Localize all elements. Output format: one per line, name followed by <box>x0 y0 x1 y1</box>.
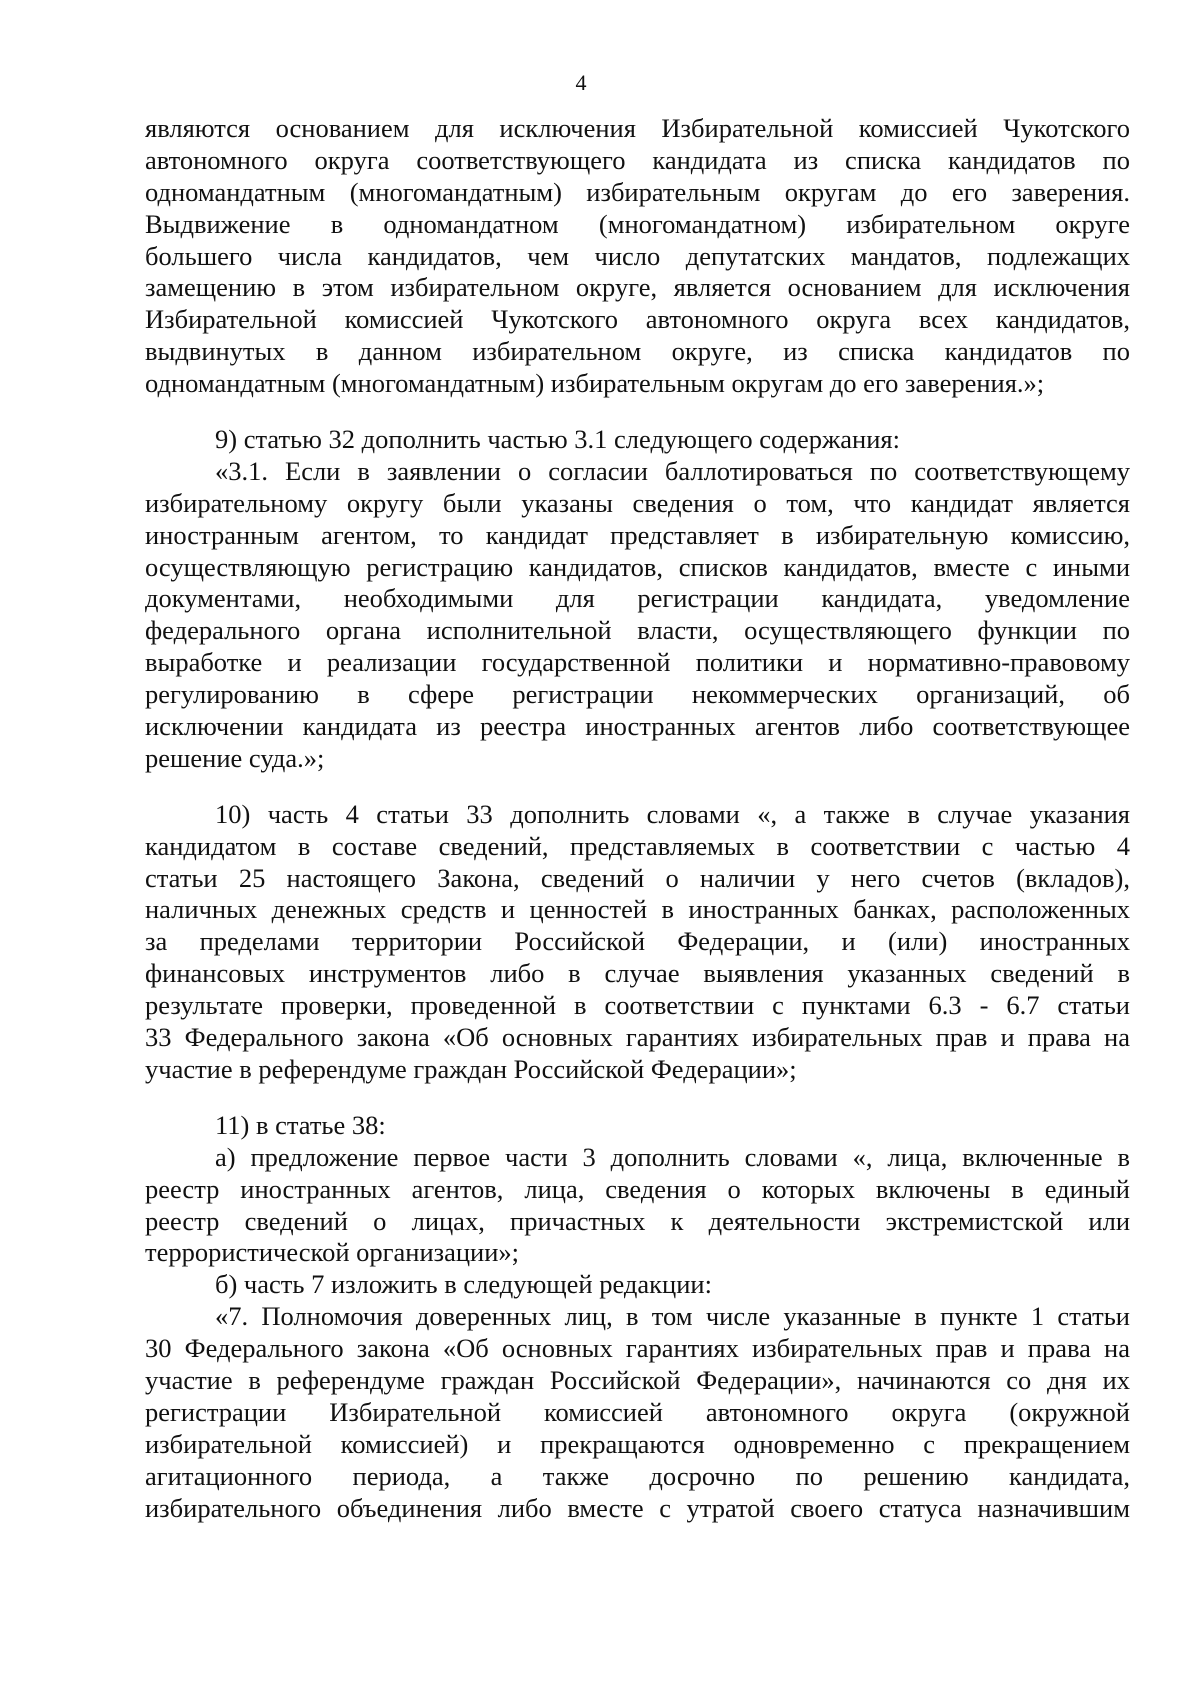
document-body <box>145 113 1130 1524</box>
text-line: являются основанием для исключения Избирательной комиссией Чукотского <box>145 113 1130 143</box>
text-line: 10) часть 4 статьи 33 дополнить словами «, а также в случае указания <box>215 798 1130 829</box>
text-line: регистрации Избирательной комиссией автономного округа (окружной <box>145 1396 1130 1427</box>
text-line: иностранным агентом, то кандидат представляет в избирательную комиссию, <box>145 519 1130 550</box>
text-line: наличных денежных средств и ценностей в иностранных банках, расположенных <box>145 894 1130 925</box>
text-line: большего числа кандидатов, чем число депутатских мандатов, подлежащих <box>145 240 1130 271</box>
text-line: террористической организации»; <box>145 1237 520 1268</box>
text-line: Избирательной комиссией Чукотского автономного округа всех кандидатов, <box>145 304 1130 335</box>
text-line: решение суда.»; <box>145 742 325 773</box>
quoted-part-3-1 <box>145 456 1130 775</box>
text-line: результате проверки, проведенной в соответствии с пунктами 6.3 - 6.7 статьи <box>145 990 1130 1021</box>
text-line: статьи 25 настоящего Закона, сведений о наличии у него счетов (вкладов), <box>145 862 1130 893</box>
text-line: б) часть 7 изложить в следующей редакции: <box>215 1269 712 1300</box>
text-line: а) предложение первое части 3 дополнить словами «, лица, включенные в <box>215 1141 1130 1172</box>
text-line: документами, необходимыми для регистрации кандидата, уведомление <box>145 583 1130 614</box>
text-line: 9) статью 32 дополнить частью 3.1 следующего содержания: <box>215 424 900 455</box>
item-11-heading <box>145 1110 1130 1142</box>
item-9-heading <box>145 424 1130 456</box>
text-line: реестр иностранных агентов, лица, сведения о которых включены в единый <box>145 1173 1130 1204</box>
text-line: реестр сведений о лицах, причастных к деятельности экстремистской или <box>145 1205 1130 1236</box>
paragraph-gap <box>145 775 1130 799</box>
text-line: исключении кандидата из реестра иностранных агентов либо соответствующее <box>145 711 1130 742</box>
text-line: автономного округа соответствующего кандидата из списка кандидатов по <box>145 144 1130 175</box>
text-line: «7. Полномочия доверенных лиц, в том числе указанные в пункте 1 статьи <box>215 1301 1130 1332</box>
text-line: федерального органа исполнительной власти, осуществляющего функции по <box>145 615 1130 646</box>
text-line: избирательной комиссией) и прекращаются одновременно с прекращением <box>145 1428 1130 1459</box>
text-line: осуществляющую регистрацию кандидатов, списков кандидатов, вместе с иными <box>145 551 1130 582</box>
text-line: одномандатным (многомандатным) избирательным округам до его заверения. <box>145 176 1130 207</box>
text-line: Выдвижение в одномандатном (многомандатном) избирательном округе <box>145 208 1130 239</box>
text-line: участие в референдуме граждан Российской Федерации»; <box>145 1053 797 1084</box>
text-line: 11) в статье 38: <box>215 1109 386 1140</box>
text-line: за пределами территории Российской Федерации, и (или) иностранных <box>145 926 1130 957</box>
text-line: 33 Федерального закона «Об основных гарантиях избирательных прав и права на <box>145 1022 1130 1053</box>
page-number: 4 <box>575 70 587 95</box>
text-line: замещению в этом избирательном округе, является основанием для исключения <box>145 272 1130 303</box>
paragraph-continuation <box>145 113 1130 400</box>
paragraph-gap <box>145 1086 1130 1110</box>
text-line: финансовых инструментов либо в случае выявления указанных сведений в <box>145 958 1130 989</box>
text-line: выдвинутых в данном избирательном округе, из списка кандидатов по <box>145 336 1130 367</box>
text-line: участие в референдуме граждан Российской Федерации», начинаются со дня их <box>145 1364 1130 1395</box>
text-line: выработке и реализации государственной политики и нормативно-правовому <box>145 647 1130 678</box>
paragraph-gap <box>145 400 1130 424</box>
text-line: 30 Федерального закона «Об основных гарантиях избирательных прав и права на <box>145 1333 1130 1364</box>
text-line: агитационного периода, а также досрочно по решению кандидата, <box>145 1460 1130 1491</box>
text-line: «3.1. Если в заявлении о согласии баллотироваться по соответствующему <box>215 455 1130 486</box>
text-line: избирательного объединения либо вместе с утратой своего статуса назначившим <box>145 1492 1130 1523</box>
text-line: кандидатом в составе сведений, представляемых в соответствии с частью 4 <box>145 830 1130 861</box>
text-line: регулированию в сфере регистрации некоммерческих организаций, об <box>145 679 1130 710</box>
subitem-a <box>145 1142 1130 1270</box>
text-line: избирательному округу были указаны сведения о том, что кандидат является <box>145 487 1130 518</box>
item-10 <box>145 799 1130 1086</box>
quoted-part-7 <box>145 1301 1130 1524</box>
text-line: одномандатным (многомандатным) избирательным округам до его заверения.»; <box>145 368 1045 399</box>
subitem-b-heading <box>145 1269 1130 1301</box>
